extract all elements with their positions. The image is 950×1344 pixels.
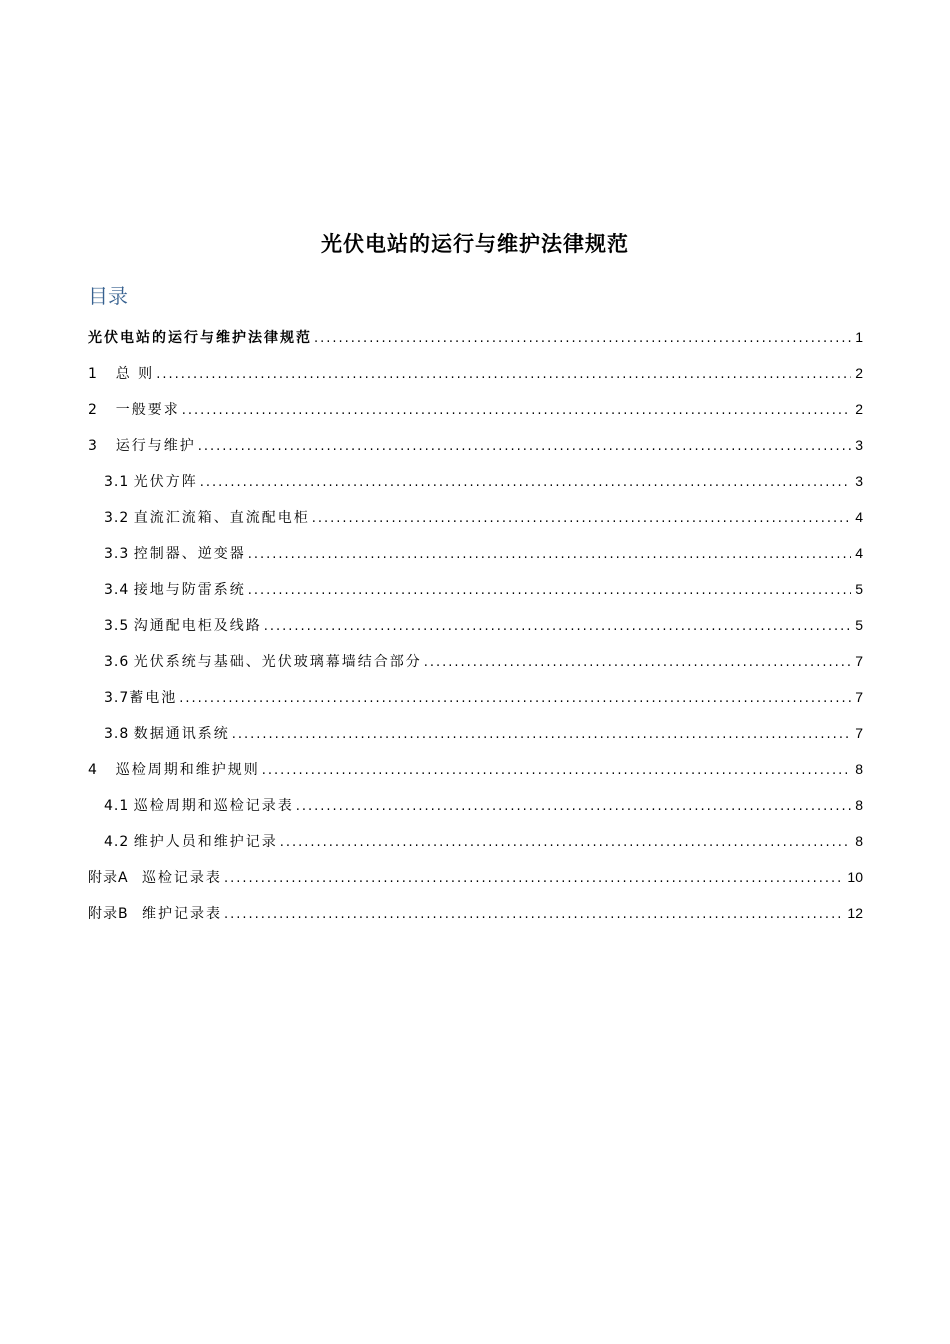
toc-entry-label: 运行与维护 [115,438,196,454]
toc-entry-label: 一般要求 [115,402,180,418]
toc-dot-leader [314,322,851,356]
toc-entry-title[interactable] [88,320,863,356]
document-title: 光伏电站的运行与维护法律规范 [321,231,629,256]
toc-dot-leader [179,682,851,716]
toc-entry-appendix-b[interactable] [88,896,863,932]
toc-dot-leader [424,646,851,680]
toc-entry-label: 数据通讯系统 [133,726,230,742]
toc-entry-3-6[interactable] [88,644,863,680]
toc-entry-3-7[interactable] [88,680,863,716]
toc-dot-leader [312,502,851,536]
toc-entry-number: 附录A [88,870,129,886]
toc-entry-number: 附录B [88,906,129,922]
toc-entry-number: 3.3 [104,546,130,562]
toc-entry-4-2[interactable] [88,824,863,860]
toc-entry-3-1[interactable] [88,464,863,500]
toc-entry-label: 接地与防雷系统 [133,582,246,598]
toc-entry-3-8[interactable] [88,716,863,752]
table-of-contents [88,320,863,932]
toc-entry-label: 光伏方阵 [133,474,198,490]
toc-entry-label: 维护记录表 [141,906,222,922]
toc-entry-page: 3 [855,437,863,453]
toc-entry-page: 5 [855,617,863,633]
toc-entry-number: 4.2 [104,834,130,850]
toc-entry-number: 3.6 [104,654,130,670]
toc-dot-leader [224,862,843,896]
toc-entry-page: 1 [855,329,863,345]
toc-entry-number: 4 [88,762,98,778]
toc-entry-number: 3.2 [104,510,130,526]
toc-entry-number: 1 [88,366,98,382]
toc-entry-page: 8 [855,797,863,813]
toc-entry-label: 巡检记录表 [141,870,222,886]
toc-dot-leader [156,358,851,392]
toc-dot-leader [224,898,843,932]
toc-entry-4-1[interactable] [88,788,863,824]
toc-entry-page: 12 [847,905,863,921]
toc-entry-label: 光伏系统与基础、光伏玻璃幕墙结合部分 [133,654,422,670]
toc-entry-page: 8 [855,761,863,777]
toc-entry-page: 8 [855,833,863,849]
toc-entry-number: 3.4 [104,582,130,598]
toc-dot-leader [200,466,851,500]
toc-dot-leader [264,610,851,644]
toc-entry-3[interactable] [88,428,863,464]
toc-entry-page: 2 [855,401,863,417]
toc-entry-page: 5 [855,581,863,597]
toc-dot-leader [262,754,851,788]
toc-entry-3-3[interactable] [88,536,863,572]
toc-entry-label: 控制器、逆变器 [133,546,246,562]
toc-entry-3-5[interactable] [88,608,863,644]
toc-entry-page: 7 [855,689,863,705]
toc-entry-label: 巡检周期和巡检记录表 [133,798,294,814]
toc-entry-label: 总 则 [115,366,155,382]
toc-entry-page: 4 [855,545,863,561]
toc-entry-3-2[interactable] [88,500,863,536]
toc-entry-appendix-a[interactable] [88,860,863,896]
toc-entry-label: 蓄电池 [129,690,178,706]
toc-dot-leader [182,394,851,428]
toc-entry-number: 3 [88,438,98,454]
toc-entry-2[interactable] [88,392,863,428]
toc-entry-3-4[interactable] [88,572,863,608]
toc-entry-page: 4 [855,509,863,525]
toc-heading: 目录 [88,284,128,308]
toc-entry-number: 3.1 [104,474,130,490]
toc-entry-page: 3 [855,473,863,489]
toc-entry-page: 2 [855,365,863,381]
toc-entry-page: 7 [855,725,863,741]
toc-entry-number: 4.1 [104,798,130,814]
toc-entry-label: 维护人员和维护记录 [133,834,278,850]
toc-entry-label: 巡检周期和维护规则 [115,762,260,778]
toc-entry-4[interactable] [88,752,863,788]
toc-entry-label: 光伏电站的运行与维护法律规范 [88,330,312,346]
toc-entry-number: 3.7 [104,690,130,706]
toc-dot-leader [280,826,851,860]
toc-entry-number: 2 [88,402,98,418]
toc-dot-leader [198,430,851,464]
toc-entry-label: 沟通配电柜及线路 [133,618,262,634]
toc-dot-leader [232,718,851,752]
toc-dot-leader [248,574,851,608]
toc-dot-leader [248,538,851,572]
toc-entry-label: 直流汇流箱、直流配电柜 [133,510,310,526]
toc-entry-page: 10 [847,869,863,885]
toc-entry-number: 3.8 [104,726,130,742]
toc-entry-number: 3.5 [104,618,130,634]
toc-dot-leader [296,790,851,824]
toc-entry-1[interactable] [88,356,863,392]
toc-entry-page: 7 [855,653,863,669]
